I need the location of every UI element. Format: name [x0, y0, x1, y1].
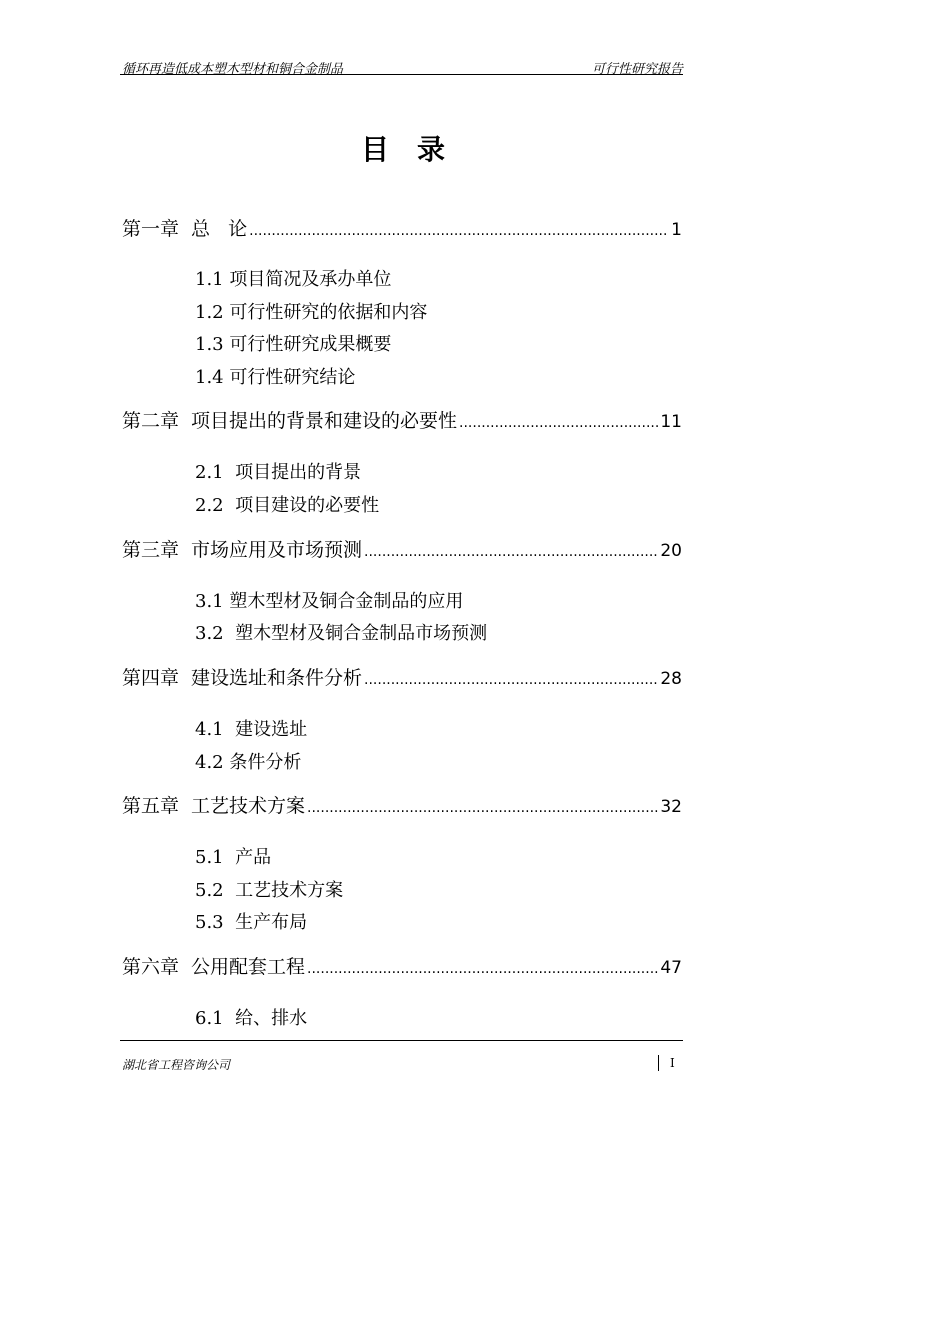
toc-chapter-1[interactable]	[122, 214, 682, 241]
toc-section-3-1[interactable]: 3.1 塑木型材及铜合金制品的应用	[195, 591, 464, 612]
toc-section-1-1[interactable]: 1.1 项目简况及承办单位	[195, 269, 392, 290]
toc-section-4-1[interactable]: 4.1 建设选址	[195, 719, 308, 740]
dot-leader	[307, 961, 658, 977]
toc-section-4-2[interactable]: 4.2 条件分析	[195, 752, 302, 773]
chapter-page-number: 32	[660, 797, 682, 817]
chapter-number: 第二章	[122, 410, 180, 432]
chapter-title: 公用配套工程	[191, 956, 306, 978]
toc-section-1-2[interactable]: 1.2 可行性研究的依据和内容	[195, 302, 428, 323]
footer-page-number: I	[670, 1056, 675, 1070]
toc-section-6-1[interactable]: 6.1 给、排水	[195, 1008, 308, 1029]
dot-leader	[249, 223, 669, 239]
chapter-number: 第三章	[122, 539, 180, 561]
chapter-page-number: 28	[660, 669, 682, 689]
dot-leader	[459, 415, 658, 431]
chapter-page-number: 1	[671, 220, 682, 240]
toc-section-1-4[interactable]: 1.4 可行性研究结论	[195, 367, 356, 388]
chapter-title: 项目提出的背景和建设的必要性	[191, 410, 458, 432]
chapter-number: 第五章	[122, 795, 180, 817]
toc-chapter-5[interactable]	[122, 791, 682, 818]
chapter-page-number: 20	[660, 541, 682, 561]
running-header-report-type: 可行性研究报告	[592, 62, 684, 77]
toc-chapter-3[interactable]	[122, 535, 682, 562]
chapter-title: 总 论	[191, 218, 248, 240]
toc-section-5-3[interactable]: 5.3 生产布局	[195, 912, 308, 933]
chapter-title: 建设选址和条件分析	[191, 667, 363, 689]
chapter-title: 工艺技术方案	[191, 795, 306, 817]
toc-section-1-3[interactable]: 1.3 可行性研究成果概要	[195, 334, 392, 355]
chapter-page-number: 47	[660, 958, 682, 978]
toc-section-3-2[interactable]: 3.2 塑木型材及铜合金制品市场预测	[195, 623, 488, 644]
dot-leader	[364, 672, 658, 688]
footer-separator	[658, 1055, 659, 1071]
toc-section-2-1[interactable]: 2.1 项目提出的背景	[195, 462, 362, 483]
chapter-number: 第六章	[122, 956, 180, 978]
footer-divider	[120, 1040, 683, 1041]
header-divider	[120, 74, 683, 75]
chapter-number: 第四章	[122, 667, 180, 689]
dot-leader	[364, 544, 658, 560]
dot-leader	[307, 800, 658, 816]
toc-chapter-6[interactable]	[122, 952, 682, 979]
running-header-project-title: 循环再造低成本塑木型材和铜合金制品	[122, 62, 344, 77]
toc-chapter-2[interactable]	[122, 406, 682, 433]
chapter-page-number: 11	[660, 412, 682, 432]
toc-chapter-4[interactable]	[122, 663, 682, 690]
page-title: 目录	[361, 133, 474, 166]
chapter-number: 第一章	[122, 218, 180, 240]
toc-section-5-2[interactable]: 5.2 工艺技术方案	[195, 880, 344, 901]
toc-section-2-2[interactable]: 2.2 项目建设的必要性	[195, 495, 380, 516]
footer-company-name: 湖北省工程咨询公司	[122, 1058, 231, 1072]
toc-section-5-1[interactable]: 5.1 产品	[195, 847, 272, 868]
chapter-title: 市场应用及市场预测	[191, 539, 363, 561]
